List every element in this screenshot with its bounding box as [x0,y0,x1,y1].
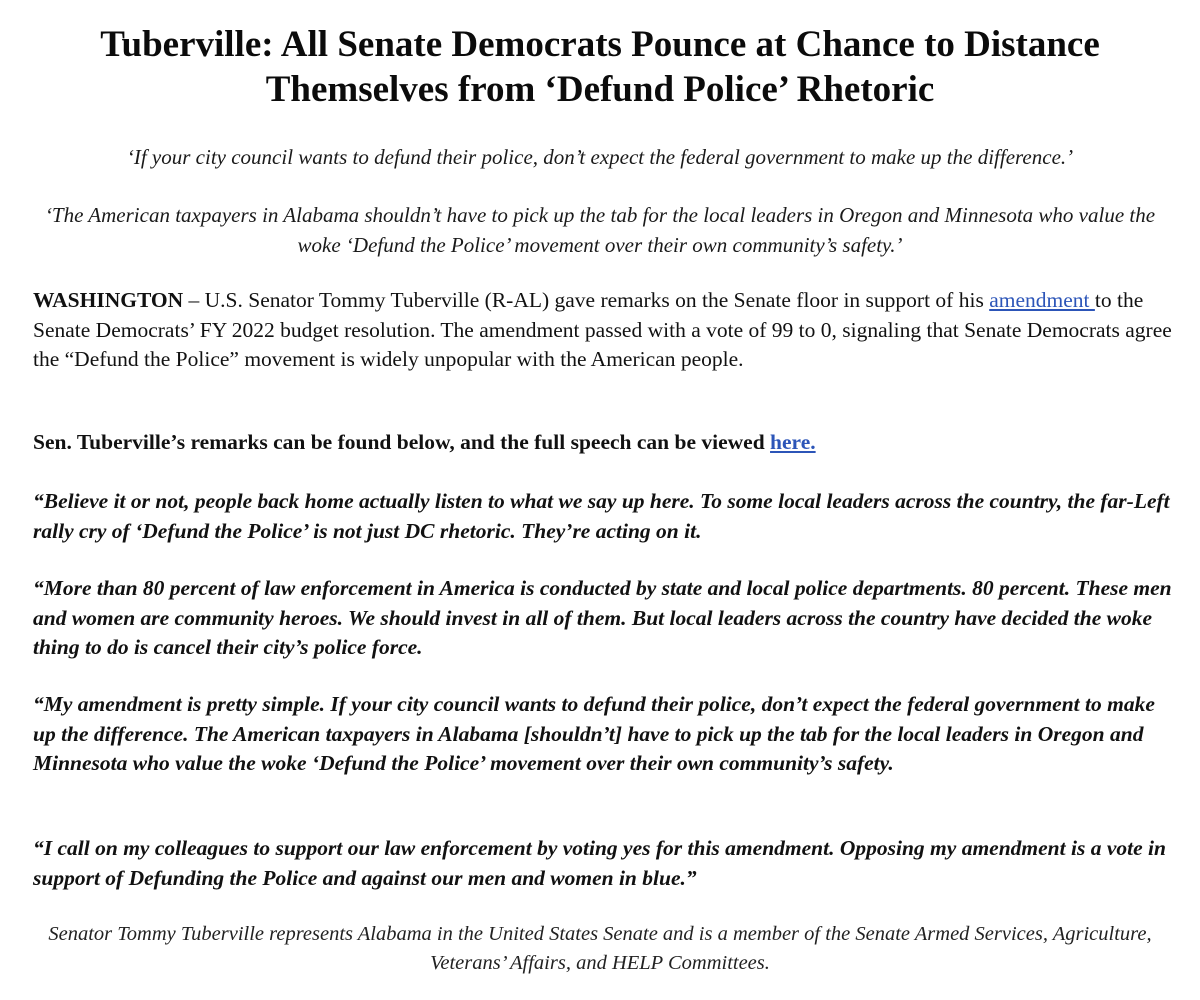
remarks-quote-3: “My amendment is pretty simple. If your city council wants to defund their police, don’t expect the federal government to make up the difference. The American taxpayers in Alabama [shouldn’t] have to pick up the tab for the local leaders in Oregon and Minnesota who value the woke ‘Defund the Police’ movement over their own community’s safety. [33,692,1155,775]
remarks-quote-2: “More than 80 percent of law enforcement in America is conducted by state and local police departments. 80 percent. These men and women are community heroes. We should invest in all of them. But local leaders across the country have decided the woke thing to do is cancel their city’s police force. [33,576,1172,659]
full-speech-link[interactable]: here. [770,430,816,454]
dateline: WASHINGTON [33,288,184,312]
headline: Tuberville: All Senate Democrats Pounce at Chance to Distance Themselves from ‘Defund Police’ Rhetoric [100,24,1100,110]
remarks-quote-1: “Believe it or not, people back home actually listen to what we say up here. To some local leaders across the country, the far-Left rally cry of ‘Defund the Police’ is not just DC rhetoric. They’re acting on it. [33,489,1170,543]
subheadline-quote-1: ‘If your city council wants to defund their police, don’t expect the federal government to make up the difference.’ [126,145,1074,169]
intro-paragraph [33,286,1178,375]
amendment-link[interactable]: amendment [989,288,1095,312]
intro-text-after-link: to the Senate Democrats’ FY 2022 budget resolution. The amendment passed with a vote of 99 to 0, signaling that Senate Democrats agree the “Defund the Police” movement is widely unpopular with the American people. [33,288,1172,371]
subheadline-quote-2: ‘The American taxpayers in Alabama shouldn’t have to pick up the tab for the local leaders in Oregon and Minnesota who value the woke ‘Defund the Police’ movement over their own community’s safety.’ [44,203,1156,257]
remarks-quote-4: “I call on my colleagues to support our law enforcement by voting yes for this amendment. Opposing my amendment is a vote in support of Defunding the Police and against our men and women in blue.” [33,836,1166,890]
senator-bio-footer: Senator Tommy Tuberville represents Alabama in the United States Senate and is a member of the Senate Armed Services, Agriculture, Veterans’ Affairs, and HELP Committees. [48,923,1152,974]
remarks-intro [33,428,1178,458]
remarks-intro-text: Sen. Tuberville’s remarks can be found below, and the full speech can be viewed [33,430,771,454]
intro-text-before-link: – U.S. Senator Tommy Tuberville (R-AL) gave remarks on the Senate floor in support of his [183,288,990,312]
